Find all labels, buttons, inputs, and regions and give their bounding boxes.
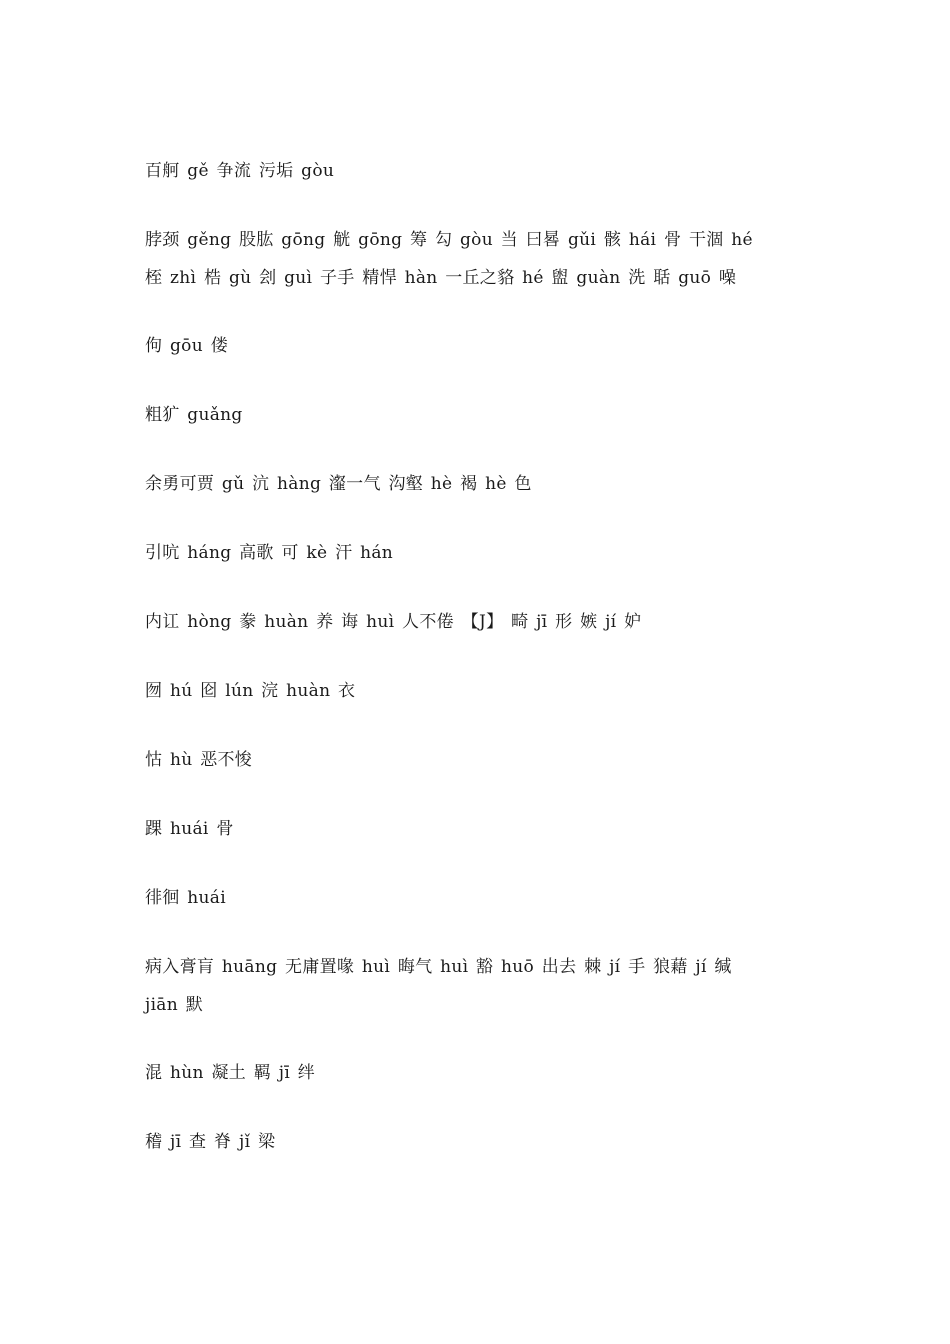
text-line: 脖颈 gěng 股肱 gōng 觥 gōng 筹 勾 gòu 当 曰晷 gǔi 骸 hái 骨 干涸 hé	[145, 230, 753, 250]
text-line: 余勇可贾 gǔ 沆 hàng 瀣一气 沟壑 hè 褐 hè 色	[145, 474, 532, 494]
text-line: 徘徊 huái	[145, 888, 226, 908]
text-line: 引吭 háng 高歌 可 kè 汗 hán	[145, 543, 394, 563]
text-line: 百舸 gě 争流 污垢 gòu	[145, 161, 335, 181]
text-line: 病入膏肓 huāng 无庸置喙 huì 晦气 huì 豁 huō 出去 棘 jí 手 狼藉 jí 缄	[145, 957, 732, 977]
text-line: 桎 zhì 梏 gù 刽 guì 子手 精悍 hàn 一丘之貉 hé 盥 guàn 洗 聒 guō 噪	[145, 268, 737, 288]
text-line: 粗犷 guǎng	[145, 405, 243, 425]
text-paragraph	[145, 948, 815, 1024]
text-line: 稽 jī 查 脊 jǐ 梁	[145, 1132, 276, 1152]
text-line: 混 hùn 凝土 羁 jī 绊	[145, 1063, 316, 1083]
text-line: 怙 hù 恶不悛	[145, 750, 253, 770]
text-line: 踝 huái 骨	[145, 819, 234, 839]
text-line: 佝 gōu 偻	[145, 336, 228, 356]
text-line: jiān 默	[145, 995, 203, 1015]
text-line: 内讧 hòng 豢 huàn 养 诲 huì 人不倦 【J】 畸 jī 形 嫉 jí 妒	[145, 612, 642, 632]
text-paragraph	[145, 221, 815, 297]
text-line: 囫 hú 囵 lún 浣 huàn 衣	[145, 681, 356, 701]
